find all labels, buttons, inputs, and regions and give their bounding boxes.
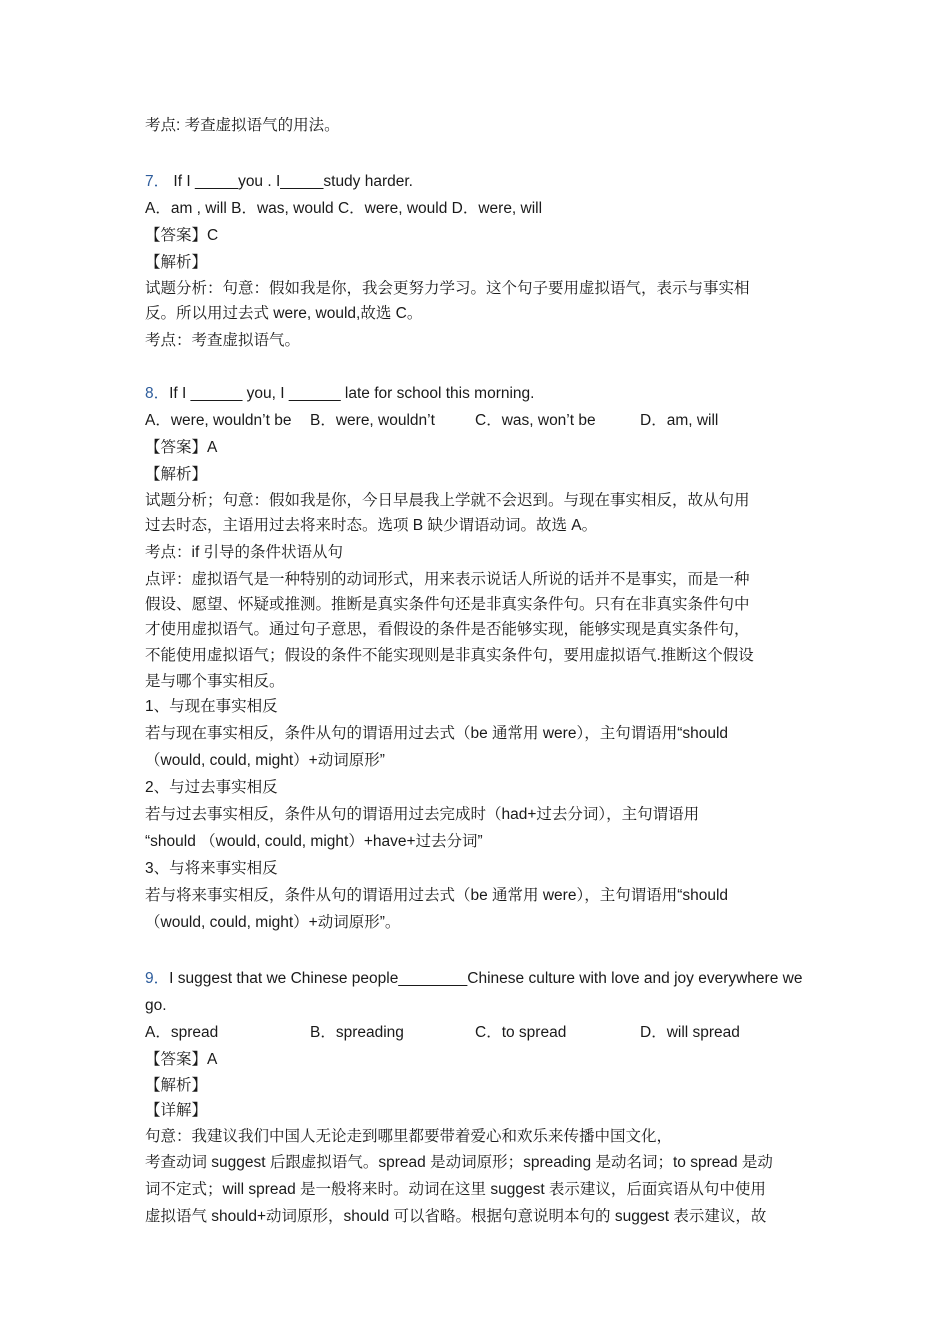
question-8-option-b: B．were, wouldn’t <box>310 412 435 429</box>
question-9-detail-line: 虚拟语气 should+动词原形，should 可以省略。根据句意说明本句的 suggest 表示建议，故 <box>145 1208 767 1225</box>
rule-3-line: 若与将来事实相反，条件从句的谓语用过去式（be 通常用 were），主句谓语用“should <box>145 887 729 904</box>
question-8-analysis-line: 试题分析；句意：假如我是你，今日早晨我上学就不会迟到。与现在事实相反，故从句用 <box>145 492 750 509</box>
question-8-dianping-line: 是与哪个事实相反。 <box>145 673 285 690</box>
question-7-answer: 【答案】C <box>145 227 219 244</box>
rule-2-line: 若与过去事实相反，条件从句的谓语用过去完成时（had+过去分词），主句谓语用 <box>145 806 700 823</box>
question-7-options: A．am , will B．was, would C．were, would D．were, will <box>145 200 543 217</box>
question-7-jiexi-heading: 【解析】 <box>145 254 208 271</box>
question-9-xiangjie-heading: 【详解】 <box>145 1102 208 1119</box>
question-7-number: 7． <box>145 173 170 190</box>
question-9-option-d: D．will spread <box>640 1024 740 1041</box>
question-9-detail-line: 词不定式；will spread 是一般将来时。动词在这里 suggest 表示建议，后面宾语从句中使用 <box>145 1181 766 1198</box>
question-9-detail-line: 考查动词 suggest 后跟虚拟语气。spread 是动词原形；spreading 是动名词；to spread 是动 <box>145 1154 773 1171</box>
question-7-analysis-line: 试题分析：句意：假如我是你，我会更努力学习。这个句子要用虚拟语气，表示与事实相 <box>145 280 750 297</box>
question-8-dianping-line: 假设、愿望、怀疑或推测。推断是真实条件句还是非真实条件句。只有在非真实条件句中 <box>145 596 750 613</box>
rule-2-line: “should （would, could, might）+have+过去分词” <box>145 833 483 850</box>
question-8-option-a: A．were, wouldn’t be <box>145 412 292 429</box>
rule-2-title: 2、与过去事实相反 <box>145 779 278 796</box>
question-8-dianping-line: 不能使用虚拟语气；假设的条件不能实现则是非真实条件句，要用虚拟语气.推断这个假设 <box>145 647 754 664</box>
question-8-number: 8． <box>145 385 170 402</box>
question-8-answer: 【答案】A <box>145 439 218 456</box>
question-8-stem <box>145 384 534 404</box>
question-8-dianping-line: 点评：虚拟语气是一种特别的动词形式，用来表示说话人所说的话并不是事实，而是一种 <box>145 571 750 588</box>
question-9-text: I suggest that we Chinese people________Chinese culture with love and joy everywhere we <box>169 970 803 987</box>
question-9-detail-line: 句意：我建议我们中国人无论走到哪里都要带着爱心和欢乐来传播中国文化， <box>145 1128 673 1145</box>
question-9-option-a: A．spread <box>145 1024 219 1041</box>
question-8-option-c: C．was, won’t be <box>475 412 596 429</box>
question-7-stem <box>145 172 413 192</box>
question-8-text: If I ______ you, I ______ late for school this morning. <box>169 385 535 402</box>
rule-3-title: 3、与将来事实相反 <box>145 860 278 877</box>
question-9-stem <box>145 969 802 989</box>
rule-1-title: 1、与现在事实相反 <box>145 698 278 715</box>
kaodian-line: 考点: 考查虚拟语气的用法。 <box>145 117 340 134</box>
question-8-dianping-line: 才使用虚拟语气。通过句子意思，看假设的条件是否能够实现，能够实现是真实条件句， <box>145 621 750 638</box>
question-9-stem-cont: go. <box>145 997 167 1014</box>
question-8-option-d: D．am, will <box>640 412 719 429</box>
question-8-analysis-line: 过去时态，主语用过去将来时态。选项 B 缺少谓语动词。故选 A。 <box>145 517 598 534</box>
question-9-answer: 【答案】A <box>145 1051 218 1068</box>
rule-1-line: （would, could, might）+动词原形” <box>145 752 385 769</box>
question-7-kaodian: 考点：考查虚拟语气。 <box>145 332 301 349</box>
question-8-kaodian: 考点：if 引导的条件状语从句 <box>145 544 344 561</box>
question-9-option-c: C．to spread <box>475 1024 567 1041</box>
question-9-number: 9． <box>145 970 170 987</box>
question-9-jiexi-heading: 【解析】 <box>145 1077 208 1094</box>
question-7-text: If I _____you . I_____study harder. <box>169 173 413 190</box>
question-9-option-b: B．spreading <box>310 1024 404 1041</box>
question-7-analysis-line: 反。所以用过去式 were, would,故选 C。 <box>145 305 423 322</box>
question-8-jiexi-heading: 【解析】 <box>145 466 208 483</box>
rule-3-line: （would, could, might）+动词原形”。 <box>145 914 401 931</box>
rule-1-line: 若与现在事实相反，条件从句的谓语用过去式（be 通常用 were），主句谓语用“should <box>145 725 729 742</box>
